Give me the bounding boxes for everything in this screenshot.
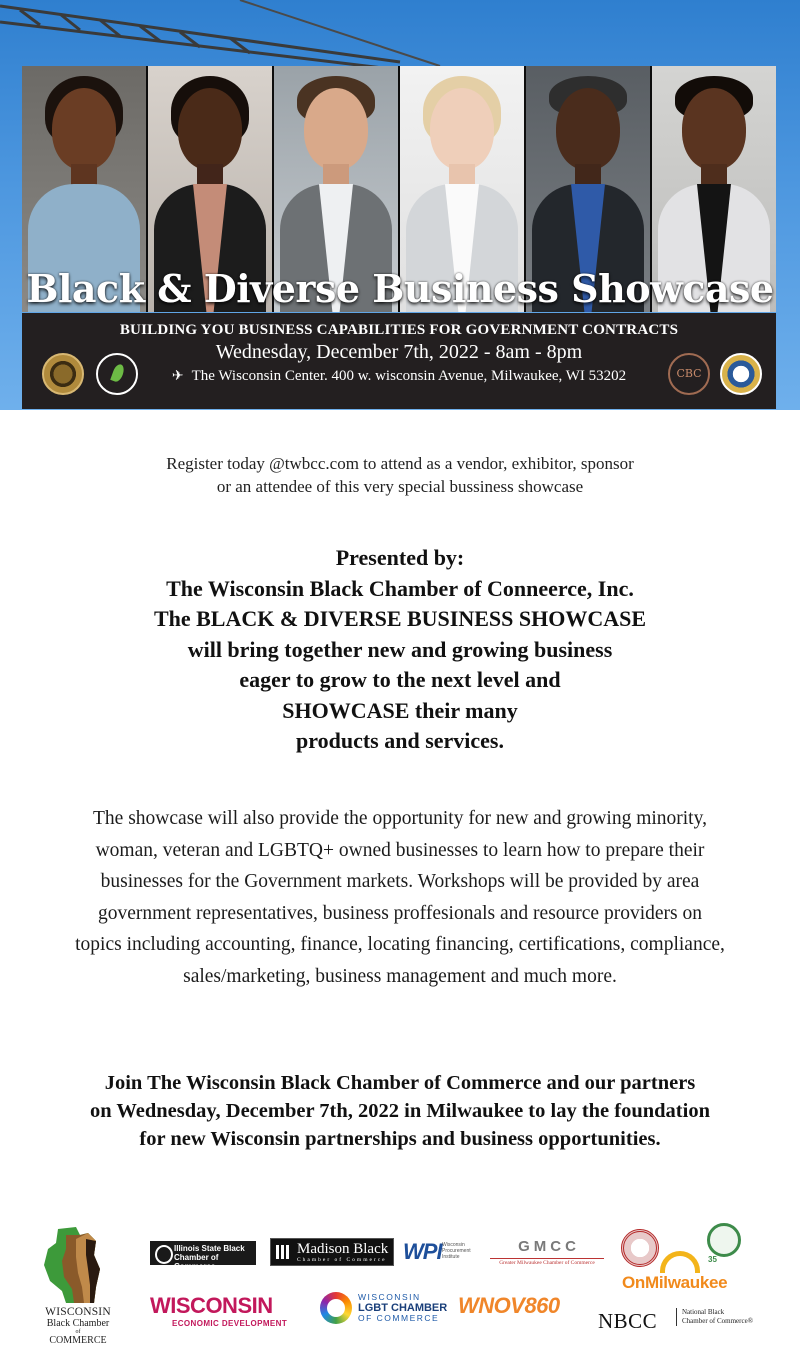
madison-name: Madison Black xyxy=(297,1241,389,1257)
wpi-sub: Wisconsin Procurement Institute xyxy=(442,1242,471,1260)
anniversary-badge: 35 xyxy=(708,1255,717,1264)
onmilwaukee-arch-icon xyxy=(660,1251,700,1273)
register-line-1: Register today @twbcc.com to attend as a vendor, exhibitor, sponsor xyxy=(166,454,634,473)
event-banner xyxy=(0,0,800,410)
paragraph-line: government representatives, business proffesionals and resource providers on xyxy=(98,902,702,924)
lgbt-chamber-logo xyxy=(358,1292,447,1324)
crane-graphic xyxy=(0,0,800,70)
presented-line: will bring together new and growing business xyxy=(187,636,613,662)
presented-line: Presented by: xyxy=(335,545,465,570)
wbcc-line-3: of xyxy=(75,1329,81,1335)
paragraph-line: The showcase will also provide the opportunity for new and growing minority, xyxy=(93,808,707,829)
cbc-seal-icon xyxy=(668,353,710,395)
paragraph-line: topics including accounting, finance, locating financing, certifications, compliance, xyxy=(75,934,725,956)
wnov-logo: WNOV860 xyxy=(458,1293,560,1318)
nbcc-sub xyxy=(676,1308,766,1326)
partner-logos xyxy=(0,1215,800,1367)
illinois-line-2: Chamber of Commerce xyxy=(174,1253,219,1271)
lgbt-line-2: LGBT CHAMBER xyxy=(358,1301,448,1314)
nbcc-line-2: Chamber of Commerce® xyxy=(682,1317,754,1325)
wbcc-line-2: Black Chamber xyxy=(46,1318,110,1329)
onmilwaukee-logo: OnMilwaukee xyxy=(622,1273,728,1292)
wbcc-logo-text xyxy=(38,1307,118,1346)
illinois-chamber-logo xyxy=(150,1241,256,1271)
register-text xyxy=(0,452,800,498)
airplane-icon: ✈ xyxy=(171,369,184,384)
wpi-logo: WPI xyxy=(403,1239,442,1264)
illinois-line-1: Illinois State Black xyxy=(174,1244,245,1253)
presented-line: The BLACK & DIVERSE BUSINESS SHOWCASE xyxy=(153,606,647,631)
description-paragraph xyxy=(30,803,770,993)
join-line: Join The Wisconsin Black Chamber of Commerce and our partners xyxy=(104,1072,696,1094)
presented-line: eager to grow to the next level and xyxy=(239,667,561,692)
wedc-sub: ECONOMIC DEVELOPMENT xyxy=(172,1319,288,1328)
lgbt-line-3: OF COMMERCE xyxy=(358,1313,440,1323)
join-line: on Wednesday, December 7th, 2022 in Milwaukee to lay the foundation xyxy=(90,1100,710,1122)
nbcc-line-1: National Black xyxy=(682,1308,725,1316)
event-venue xyxy=(22,368,776,385)
gmcc-logo: GMCC xyxy=(518,1238,580,1255)
event-subtitle: BUILDING YOU BUSINESS CAPABILITIES FOR GOVERNMENT CONTRACTS xyxy=(119,322,679,338)
lgbt-line-1: WISCONSIN xyxy=(358,1292,421,1302)
green-seal-logo-icon xyxy=(707,1223,741,1257)
wbcc-line-4: COMMERCE xyxy=(49,1335,107,1346)
join-invitation xyxy=(20,1069,780,1153)
red-seal-logo-icon xyxy=(621,1229,659,1267)
join-line: for new Wisconsin partnerships and business opportunities. xyxy=(139,1128,661,1150)
register-line-2: or an attendee of this very special bussiness showcase xyxy=(216,477,584,496)
wbcc-line-1: WISCONSIN xyxy=(45,1306,111,1318)
paragraph-line: businesses for the Government markets. Workshops will be provided by area xyxy=(100,871,700,893)
event-venue-text: The Wisconsin Center. 400 w. wisconsin Avenue, Milwaukee, WI 53202 xyxy=(191,368,627,384)
nbcc-logo: NBCC xyxy=(598,1309,658,1333)
presented-line: products and services. xyxy=(296,728,504,753)
presented-line: The Wisconsin Black Chamber of Conneerce, Inc. xyxy=(166,575,634,601)
event-date-time: Wednesday, December 7th, 2022 - 8am - 8pm xyxy=(215,341,583,363)
madison-sub: Chamber of Commerce xyxy=(297,1257,387,1263)
event-info-bar xyxy=(22,313,776,409)
wedc-logo: WISCONSIN xyxy=(150,1293,273,1318)
paragraph-line: sales/marketing, business management and much more. xyxy=(183,965,617,987)
presented-line: SHOWCASE their many xyxy=(282,697,518,723)
wisconsin-map-logo-icon xyxy=(36,1225,116,1305)
paragraph-line: woman, veteran and LGBTQ+ owned businesses to learn how to prepare their xyxy=(95,839,705,861)
event-title: Black & Diverse Business Showcase xyxy=(26,266,774,311)
gmcc-sub: Greater Milwaukee Chamber of Commerce xyxy=(490,1258,604,1266)
milwaukee-seal-icon xyxy=(720,353,762,395)
madison-chamber-logo xyxy=(270,1238,394,1266)
rainbow-ring-icon xyxy=(320,1292,352,1324)
presented-by-block xyxy=(0,543,800,757)
